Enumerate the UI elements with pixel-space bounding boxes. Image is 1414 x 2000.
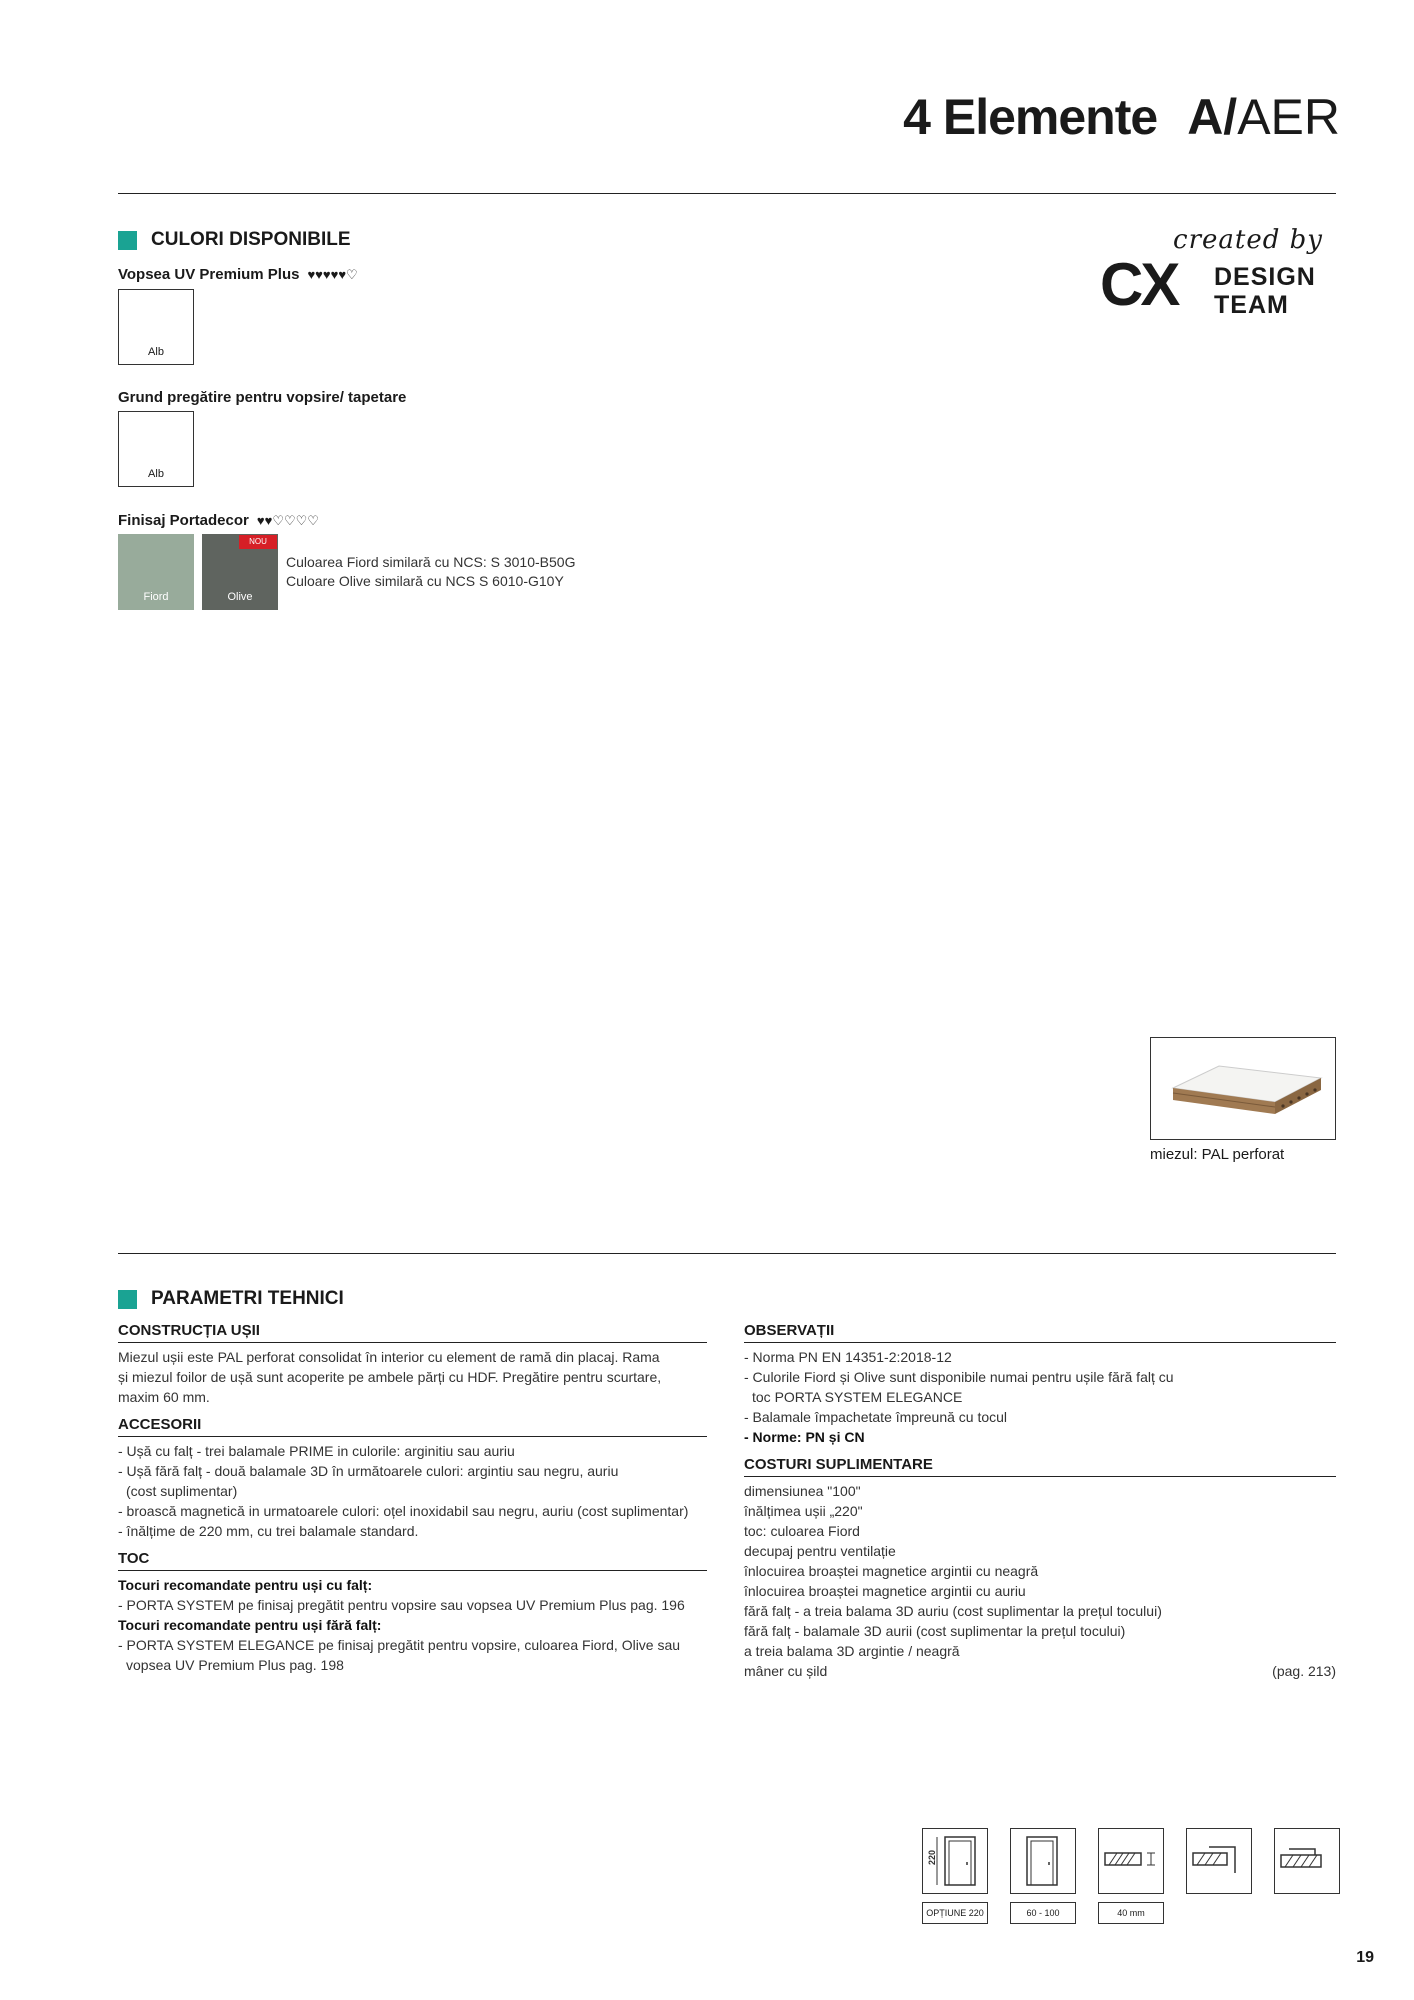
- text-line: înlocuirea broaștei magnetice argintii cu neagră: [744, 1563, 1039, 1579]
- text-line: - înălțime de 220 mm, cu trei balamale standard.: [118, 1523, 419, 1539]
- width-range-label: 60 - 100: [1010, 1902, 1076, 1924]
- text-line: - Culorile Fiord și Olive sunt disponibile numai pentru ușile fără falț cu: [744, 1369, 1174, 1385]
- door-220-icon: [922, 1828, 988, 1894]
- section-marker: [118, 1290, 137, 1309]
- constructia-text: [118, 1347, 707, 1407]
- params-left-column: [118, 1322, 707, 1675]
- page-title: [640, 88, 1340, 146]
- text-line: - PORTA SYSTEM pe finisaj pregătit pentru vopsire sau vopsea UV Premium Plus pag. 196: [118, 1597, 685, 1613]
- text-line: - broască magnetică in urmatoarele culori: oțel inoxidabil sau negru, auriu (cost suplimentar): [118, 1503, 689, 1519]
- swatch-name: Olive: [227, 591, 253, 603]
- text-line: - Ușă fără falț - două balamale 3D în următoarele culori: argintiu sau negru, auriu: [118, 1463, 619, 1479]
- title-model: AER: [1237, 89, 1340, 145]
- option-220-label: OPȚIUNE 220: [922, 1902, 988, 1924]
- portadecor-finish-label: [118, 512, 319, 529]
- text-line: fără falț - balamale 3D aurii (cost suplimentar la prețul tocului): [744, 1623, 1126, 1639]
- swatch-fiord: [118, 534, 194, 610]
- colors-heading-text: CULORI DISPONIBILE: [151, 229, 351, 250]
- text-line: toc PORTA SYSTEM ELEGANCE: [752, 1389, 963, 1405]
- params-divider: [118, 1253, 1336, 1254]
- text-line: dimensiunea "100": [744, 1483, 861, 1499]
- accesorii-heading: ACCESORII: [118, 1416, 707, 1437]
- text-line: (cost suplimentar): [126, 1483, 238, 1499]
- swatch-name: Alb: [148, 468, 164, 480]
- text-line: decupaj pentru ventilație: [744, 1543, 896, 1559]
- ncs-note-fiord: Culoarea Fiord similară cu NCS: S 3010-B50G: [286, 554, 576, 570]
- swatch-uv-alb: [118, 289, 194, 365]
- observatii-text: [744, 1347, 1336, 1447]
- pal-core-illustration: [1151, 1038, 1335, 1139]
- params-section-heading: [118, 1288, 344, 1310]
- costuri-text: [744, 1481, 1336, 1681]
- logo-design: DESIGN: [1214, 263, 1316, 291]
- text-line: Miezul ușii este PAL perforat consolidat în interior cu element de ramă din placaj. Rama: [118, 1349, 660, 1365]
- cx-design-team-logo: [1100, 225, 1345, 325]
- ncs-note-olive: Culoare Olive similară cu NCS S 6010-G10Y: [286, 573, 564, 589]
- core-image: [1150, 1037, 1336, 1140]
- uv-finish-label: [118, 266, 358, 283]
- text-line: - Balamale împachetate împreună cu tocul: [744, 1409, 1008, 1425]
- swatch-name: Fiord: [143, 591, 169, 603]
- observatii-heading: OBSERVAȚII: [744, 1322, 1336, 1343]
- swatch-olive: [202, 534, 278, 610]
- swatch-primer-alb: [118, 411, 194, 487]
- norme-line: - Norme: PN și CN: [744, 1429, 865, 1445]
- new-badge: NOU: [239, 535, 277, 549]
- toc-subheading-falt: Tocuri recomandate pentru uși cu falț:: [118, 1577, 373, 1593]
- text-line: vopsea UV Premium Plus pag. 198: [126, 1657, 344, 1673]
- toc-text: [118, 1575, 707, 1675]
- text-line: - Ușă cu falț - trei balamale PRIME in culorile: arginitiu sau auriu: [118, 1443, 515, 1459]
- params-heading-text: PARAMETRI TEHNICI: [151, 1288, 344, 1309]
- text-line: - Norma PN EN 14351-2:2018-12: [744, 1349, 952, 1365]
- ncs-notes: [286, 553, 575, 591]
- dim-220-text: 220: [927, 1849, 937, 1865]
- section-marker: [118, 231, 137, 250]
- costuri-heading: COSTURI SUPLIMENTARE: [744, 1456, 1336, 1477]
- text-line: fără falț - a treia balama 3D auriu (cost suplimentar la prețul tocului): [744, 1603, 1162, 1619]
- toc-heading: TOC: [118, 1550, 707, 1571]
- text-line: - PORTA SYSTEM ELEGANCE pe finisaj pregătit pentru vopsire, culoarea Fiord, Olive sau: [118, 1637, 681, 1653]
- text-line: a treia balama 3D argintie / neagră: [744, 1643, 960, 1659]
- constructia-heading: CONSTRUCȚIA UȘII: [118, 1322, 707, 1343]
- door-width-icon: [1010, 1828, 1076, 1894]
- thickness-label: 40 mm: [1098, 1902, 1164, 1924]
- title-brand: A/: [1187, 89, 1238, 145]
- rebated-frame-icon: [1186, 1828, 1252, 1894]
- title-main: 4 Elemente: [903, 89, 1158, 145]
- text-line: și miezul foilor de ușă sunt acoperite pe ambele părți cu HDF. Pregătire pentru scurtare,: [118, 1369, 662, 1385]
- text-line: mâner cu șild: [744, 1663, 828, 1679]
- flush-frame-icon: [1274, 1828, 1340, 1894]
- portadecor-name: Finisaj Portadecor: [118, 512, 249, 529]
- uv-finish-name: Vopsea UV Premium Plus: [118, 266, 300, 283]
- logo-team: TEAM: [1214, 291, 1289, 319]
- logo-design-team: [1214, 263, 1316, 319]
- door-thickness-icon: [1098, 1828, 1164, 1894]
- text-line: toc: culoarea Fiord: [744, 1523, 860, 1539]
- core-caption: miezul: PAL perforat: [1150, 1146, 1285, 1163]
- colors-section-heading: [118, 229, 351, 251]
- portadecor-rating-icon: ♥♥♡♡♡♡: [256, 513, 319, 528]
- logo-cx: CX: [1100, 251, 1178, 318]
- swatch-name: Alb: [148, 346, 164, 358]
- header-divider: [118, 193, 1336, 194]
- params-right-column: [744, 1322, 1336, 1681]
- toc-subheading-fara-falt: Tocuri recomandate pentru uși fără falț:: [118, 1617, 382, 1633]
- uv-rating-icon: ♥♥♥♥♥♡: [307, 267, 358, 282]
- logo-created-by: created by: [1173, 225, 1323, 255]
- text-line: maxim 60 mm.: [118, 1389, 210, 1405]
- page-number: 19: [1356, 1949, 1374, 1966]
- text-line: înlocuirea broaștei magnetice argintii cu auriu: [744, 1583, 1026, 1599]
- primer-finish-label: Grund pregătire pentru vopsire/ tapetare: [118, 389, 407, 406]
- text-line: înălțimea ușii „220": [744, 1503, 863, 1519]
- accesorii-text: [118, 1441, 707, 1541]
- page-reference: (pag. 213): [1272, 1663, 1336, 1679]
